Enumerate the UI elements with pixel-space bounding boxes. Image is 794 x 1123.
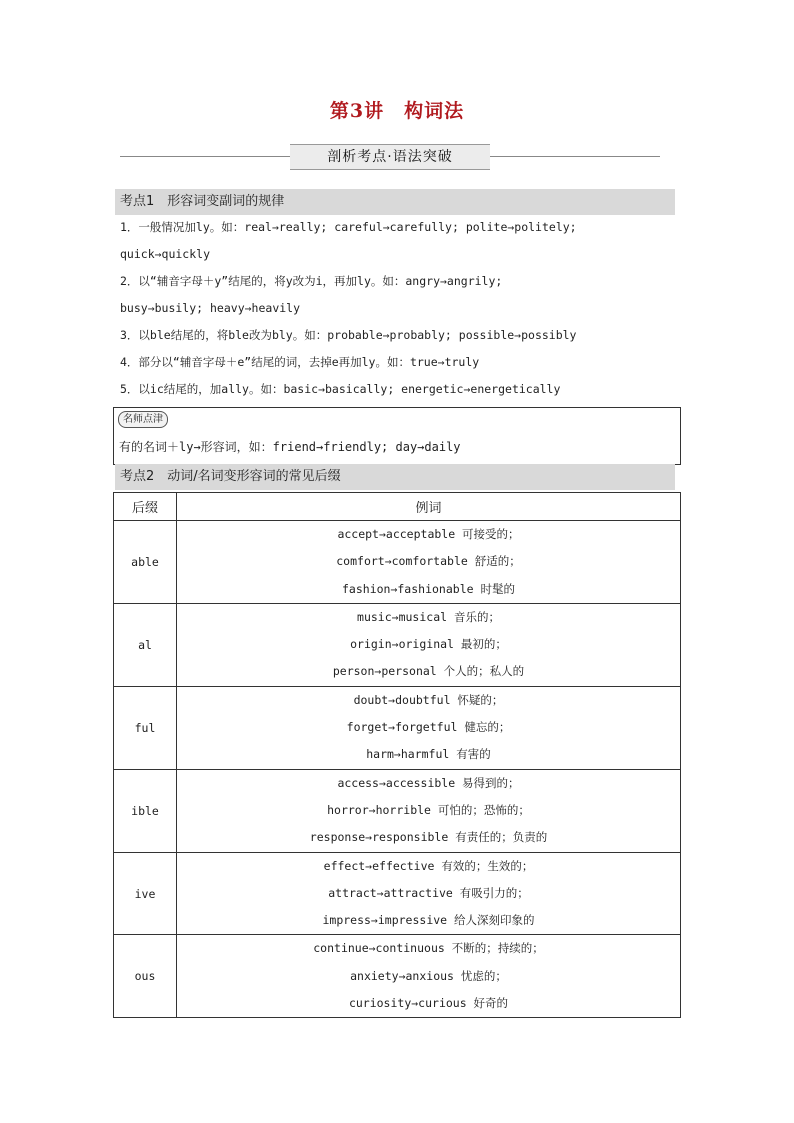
rule-line: 3．以ble结尾的，将ble改为bly。如：probable→probably; possible→possibly (120, 328, 577, 342)
rule-line: 4．部分以“辅音字母＋e”结尾的词，去掉e再加ly。如：true→truly (120, 355, 480, 369)
example-line: continue→continuous 不断的；持续的； (313, 941, 544, 956)
suffix-table (113, 492, 681, 1018)
example-line: anxiety→anxious 忧虑的； (350, 968, 507, 983)
rule-line: busy→busily; heavy→heavily (120, 301, 301, 315)
table-row (114, 521, 681, 604)
column-header: 例词 (177, 493, 681, 521)
table-row (114, 852, 681, 935)
example-line: effect→effective 有效的；生效的； (323, 858, 534, 873)
table-row (114, 935, 681, 1018)
banner-text: 剖析考点·语法突破 (327, 149, 453, 165)
example-line: horror→horrible 可怕的；恐怖的； (327, 802, 530, 817)
suffix-cell: able (114, 521, 177, 604)
column-header: 后缀 (114, 493, 177, 521)
examples-cell (177, 686, 681, 769)
suffix-cell: ous (114, 935, 177, 1018)
example-line: doubt→doubtful 怀疑的； (353, 692, 504, 707)
page-title: 第3讲 构词法 (329, 100, 465, 122)
suffix-cell: ive (114, 852, 177, 935)
tip-box (113, 407, 681, 465)
example-line: person→personal 个人的；私人的 (332, 664, 525, 679)
example-line: harm→harmful 有害的 (366, 747, 491, 762)
example-line: attract→attractive 有吸引力的； (328, 885, 529, 900)
example-line: impress→impressive 给人深刻印象的 (322, 913, 535, 928)
example-line: response→responsible 有责任的；负责的 (309, 830, 548, 845)
section2-heading: 考点2 动词/名词变形容词的常见后缀 (115, 464, 675, 490)
examples-cell (177, 521, 681, 604)
example-line: curiosity→curious 好奇的 (348, 996, 509, 1011)
example-line: comfort→comfortable 舒适的； (336, 554, 521, 569)
example-line: origin→original 最初的； (350, 637, 507, 652)
example-line: forget→forgetful 健忘的； (346, 720, 511, 735)
banner-line-right (490, 156, 660, 157)
table-row (114, 769, 681, 852)
examples-cell (177, 603, 681, 686)
table-header-row (114, 493, 681, 521)
example-line: music→musical 音乐的； (357, 609, 500, 624)
banner-line-left (120, 156, 290, 157)
rule-line: quick→quickly (120, 247, 211, 261)
table-row (114, 603, 681, 686)
suffix-cell: al (114, 603, 177, 686)
examples-cell (177, 769, 681, 852)
section-banner (120, 144, 660, 170)
table-row (114, 686, 681, 769)
example-line: accept→acceptable 可接受的； (337, 527, 520, 541)
example-line: fashion→fashionable 时髦的 (342, 581, 515, 596)
section1-heading: 考点1 形容词变副词的规律 (115, 189, 675, 215)
rule-line: 5．以ic结尾的，加ally。如：basic→basically; energetic→energetically (120, 382, 561, 396)
tip-text: 有的名词＋ly→形容词，如：friend→friendly; day→daily (119, 440, 461, 454)
rule-line: 2．以“辅音字母＋y”结尾的，将y改为i，再加ly。如：angry→angrily; (120, 274, 503, 288)
suffix-cell: ful (114, 686, 177, 769)
tip-badge: 名师点津 (118, 411, 168, 428)
examples-cell (177, 852, 681, 935)
examples-cell (177, 935, 681, 1018)
rule-line: 1．一般情况加ly。如：real→really; careful→carefully; polite→politely; (120, 220, 577, 234)
suffix-cell: ible (114, 769, 177, 852)
example-line: access→accessible 易得到的； (337, 775, 520, 790)
